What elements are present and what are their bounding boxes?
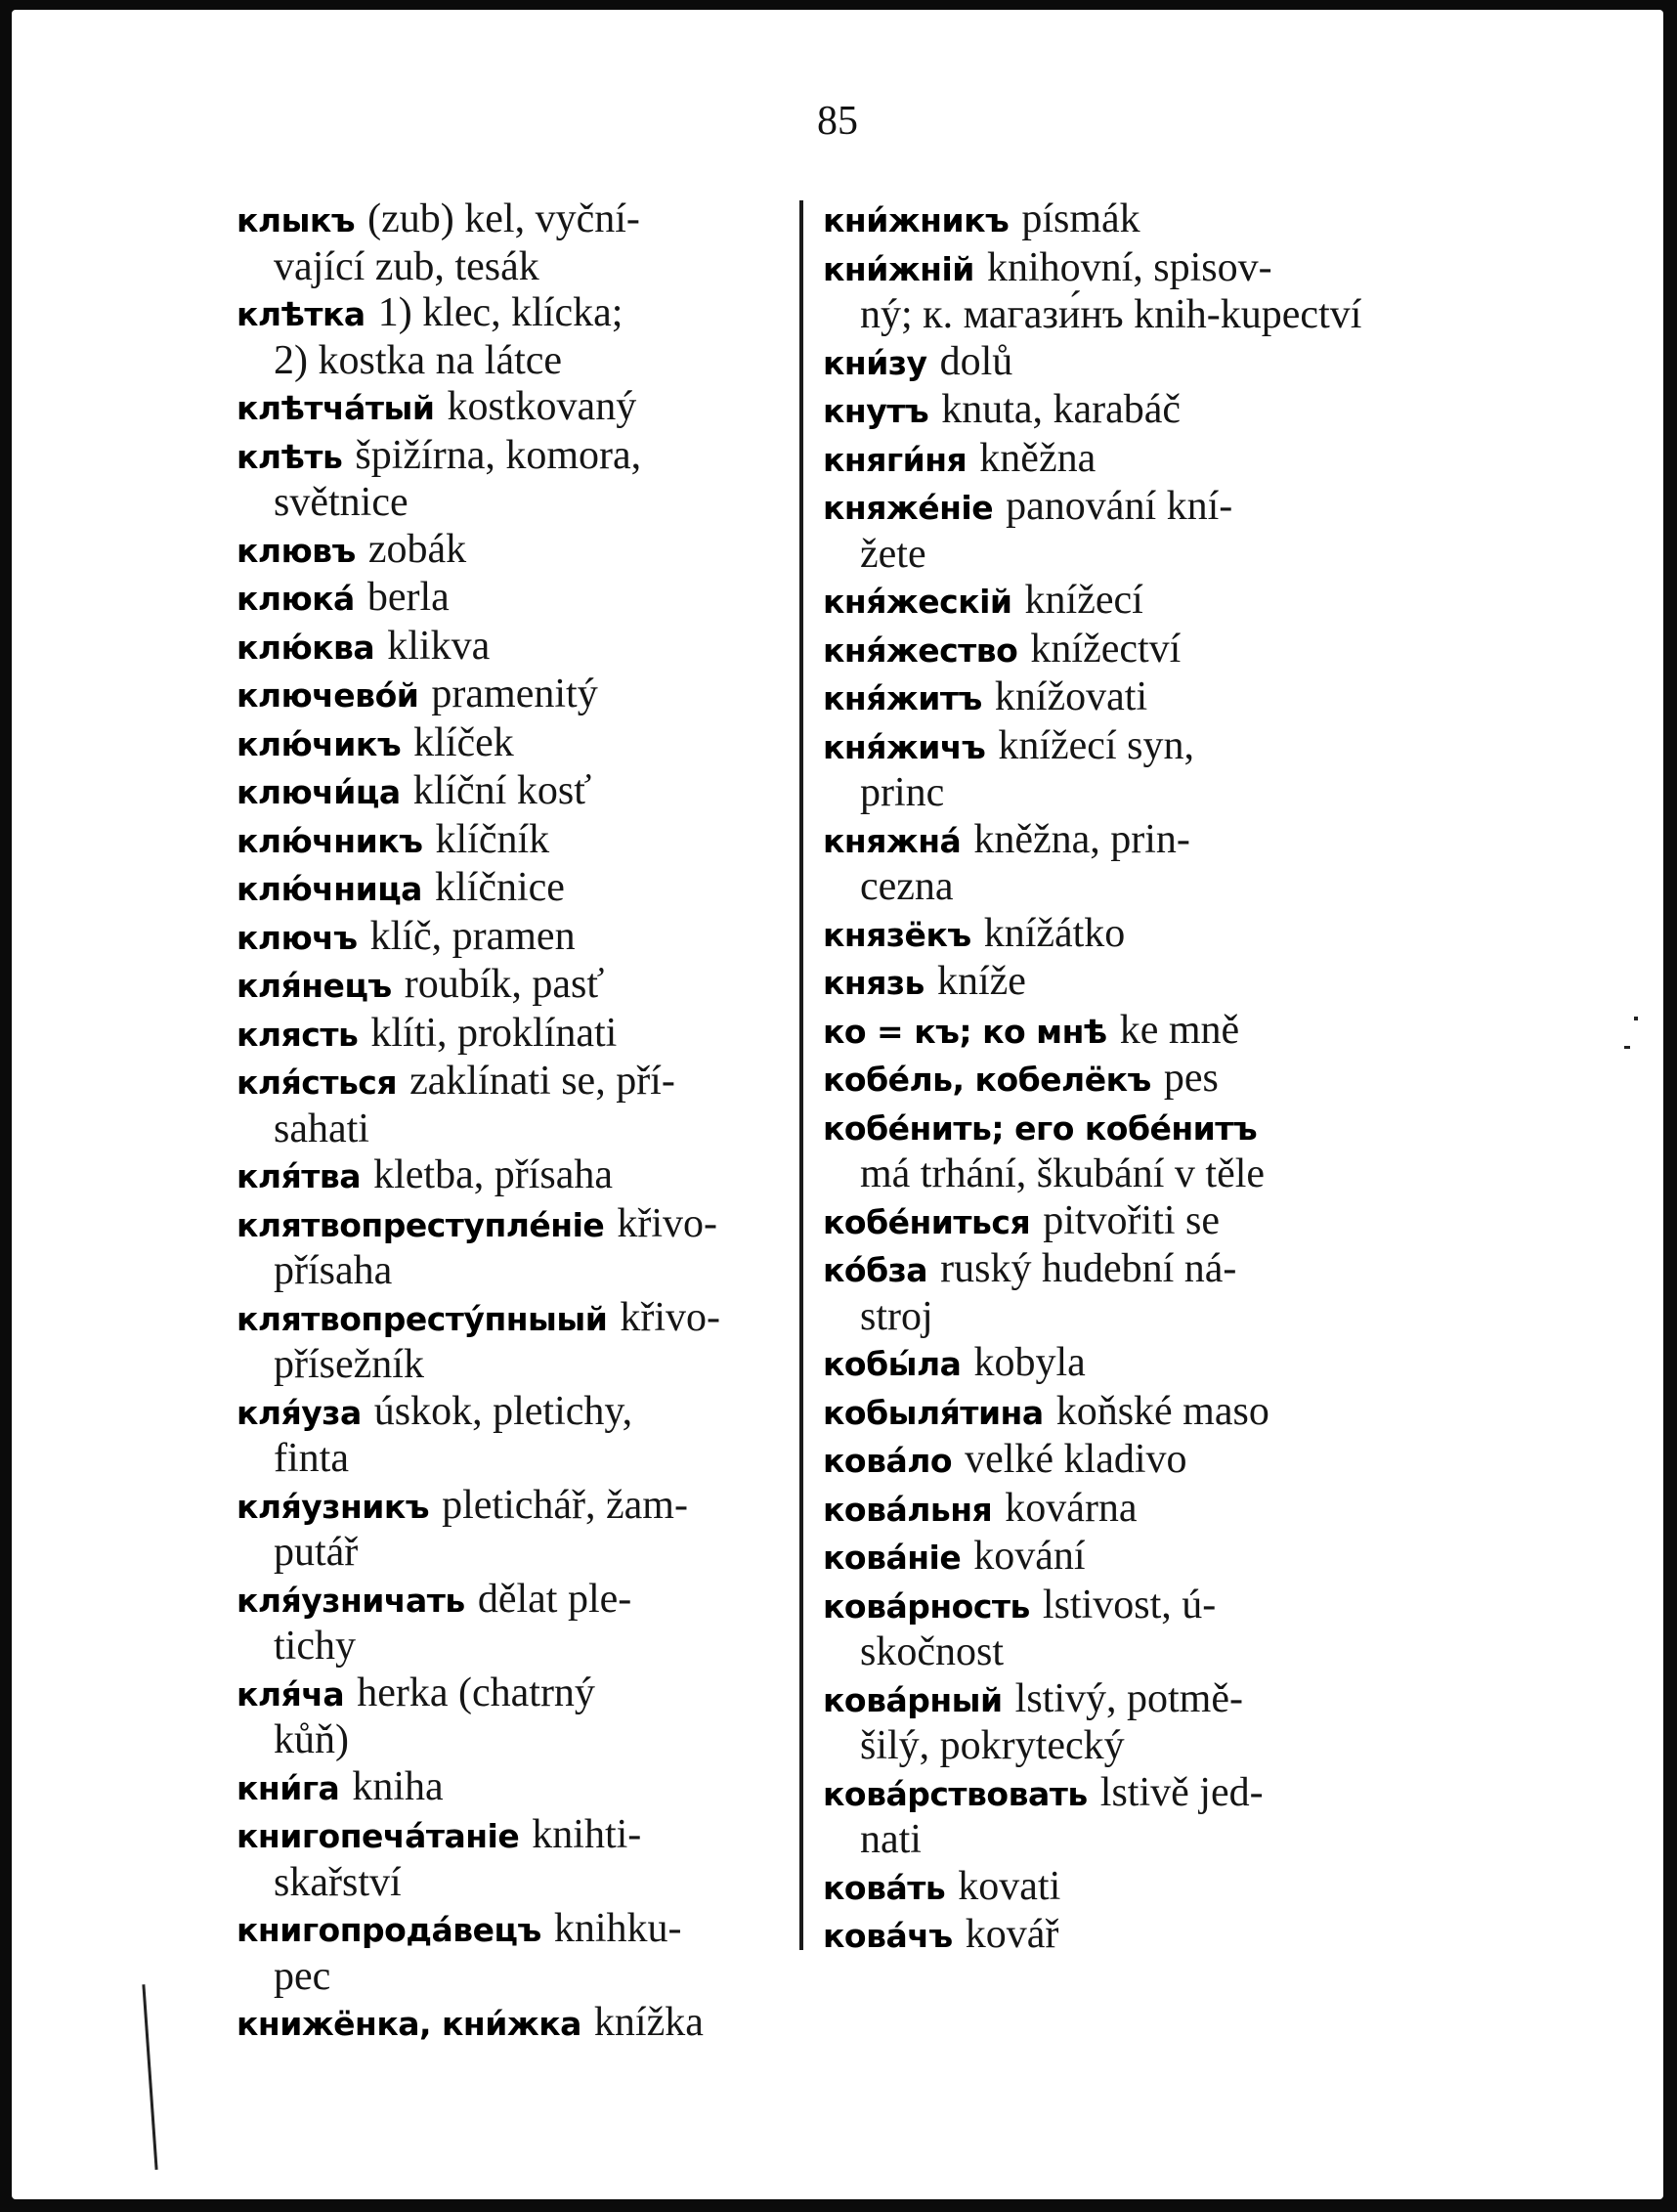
dictionary-entry (236, 1763, 813, 1812)
entry-translation: pramenitý (431, 672, 598, 716)
entry-headword: ко = къ; ко мнѣ (823, 1012, 1107, 1051)
dictionary-entry (236, 816, 813, 865)
dictionary-entry (823, 1863, 1399, 1912)
entry-translation: lstivost, ú- (1042, 1582, 1217, 1627)
entry-translation: kování (973, 1534, 1086, 1579)
column-divider (799, 200, 803, 1950)
entry-translation: dolů (939, 338, 1013, 384)
dictionary-entry (823, 435, 1399, 484)
dictionary-entry (236, 767, 813, 816)
entry-translation: klíč, pramen (369, 913, 576, 959)
entry-translation: koňské maso (1055, 1388, 1269, 1434)
entry-translation: křivo- (617, 1200, 717, 1246)
dictionary-entry (236, 961, 813, 1010)
entry-translation: kněžna (979, 435, 1096, 481)
entry-continuation: stroj (860, 1293, 933, 1339)
dictionary-entry (236, 1576, 813, 1670)
scan-artifact-mark (1634, 1017, 1638, 1020)
dictionary-entry (823, 1055, 1399, 1104)
entry-headword: клѣть (236, 437, 343, 476)
entry-continuation: šilý, pokrytecký (860, 1723, 1125, 1768)
entry-headword: княжéніе (823, 489, 994, 527)
entry-headword: кля́уза (236, 1393, 362, 1432)
entry-headword: кни́га (236, 1768, 340, 1807)
entry-headword: кобéль, кобелёкъ (823, 1061, 1151, 1099)
entry-continuation: má trhání, škubání v těle (860, 1151, 1266, 1196)
dictionary-entry (823, 1104, 1399, 1197)
entry-translation: zaklínati se, pří- (409, 1059, 675, 1104)
entry-headword: кобéнить; его кобéнитъ (823, 1108, 1258, 1148)
entry-translation: špižírna, komora, (355, 432, 642, 478)
dictionary-entry (823, 195, 1399, 244)
entry-continuation: 2) kostka na látce (274, 337, 563, 383)
dictionary-entry (823, 626, 1399, 674)
entry-headword: клѣтчáтый (236, 389, 435, 427)
dictionary-entry (236, 1058, 813, 1151)
entry-headword: кня́житъ (823, 679, 982, 717)
dictionary-entry (823, 958, 1399, 1007)
entry-headword: князь (823, 964, 924, 1002)
entry-headword: княги́ня (823, 440, 968, 479)
entry-headword: кня́жество (823, 630, 1018, 670)
dictionary-entry (236, 432, 813, 526)
dictionary-entry (236, 1200, 813, 1294)
dictionary-entry (236, 864, 813, 913)
entry-headword: клю́чикъ (236, 724, 402, 763)
entry-headword: ковáрный (823, 1680, 1003, 1719)
entry-headword: кля́ча (236, 1674, 345, 1713)
entry-translation: pitvořiti se (1043, 1197, 1221, 1243)
entry-headword: кни́жникъ (823, 201, 1010, 239)
entry-continuation: ný; к. магази́нъ knih-kupectví (860, 292, 1362, 337)
dictionary-entry (236, 1151, 813, 1200)
entry-continuation: přísežník (274, 1342, 424, 1387)
entry-headword: кля́узничать (236, 1581, 465, 1620)
entry-translation: klíční kosť (412, 768, 592, 813)
dictionary-entry (823, 244, 1399, 338)
entry-headword: кни́жній (823, 249, 974, 288)
right-column (823, 195, 1399, 1960)
entry-translation: knížectví (1030, 626, 1182, 672)
entry-translation: klíček (413, 719, 514, 765)
dictionary-entry (236, 913, 813, 962)
left-column (236, 195, 813, 2048)
entry-translation: kníže (936, 959, 1026, 1004)
entry-headword: князёкъ (823, 915, 971, 954)
entry-translation: lstivý, potmě- (1014, 1675, 1243, 1721)
dictionary-entry (236, 1670, 813, 1763)
entry-headword: клювъ (236, 531, 356, 570)
entry-translation: pes (1163, 1056, 1219, 1101)
entry-translation: klikva (387, 623, 491, 669)
entry-continuation: světnice (274, 480, 408, 525)
dictionary-entry (236, 1010, 813, 1059)
entry-continuation: sahati (274, 1106, 369, 1151)
dictionary-entry (236, 1999, 813, 2048)
dictionary-entry (823, 1675, 1399, 1769)
entry-headword: кнутъ (823, 392, 929, 430)
dictionary-entry (823, 816, 1399, 910)
entry-continuation: pec (274, 1953, 331, 1999)
entry-translation: knihovní, spisov- (986, 244, 1272, 290)
dictionary-entry (823, 386, 1399, 435)
dictionary-entry (823, 1911, 1399, 1960)
entry-headword: книгопродáвецъ (236, 1911, 541, 1949)
entry-headword: кобéниться (823, 1202, 1031, 1241)
dictionary-page (12, 10, 1663, 2199)
entry-continuation: finta (274, 1436, 349, 1481)
entry-headword: клыкъ (236, 201, 356, 239)
entry-headword: ковáло (823, 1442, 953, 1480)
dictionary-entry (236, 719, 813, 768)
dictionary-entry (823, 483, 1399, 577)
entry-translation: kněžna, prin- (973, 816, 1190, 862)
entry-headword: клятвопрестýпныый (236, 1299, 608, 1338)
dictionary-entry (823, 1436, 1399, 1485)
entry-headword: княжнá (823, 821, 962, 860)
entry-translation: knížecí (1024, 578, 1143, 623)
entry-headword: клю́чница (236, 870, 422, 908)
entry-headword: ковáчъ (823, 1917, 953, 1955)
dictionary-entry (236, 671, 813, 719)
entry-continuation: skočnost (860, 1629, 1004, 1674)
entry-translation: zobák (367, 526, 467, 572)
entry-translation: knuta, karabáč (941, 387, 1182, 432)
entry-continuation: cezna (860, 864, 954, 909)
dictionary-entry (823, 1245, 1399, 1339)
entry-translation: klíti, proklínati (370, 1010, 618, 1056)
entry-headword: кня́жичъ (823, 727, 986, 766)
entry-translation: křivo- (620, 1294, 721, 1340)
entry-translation: úskok, pletichy, (373, 1388, 633, 1434)
entry-headword: клясть (236, 1015, 359, 1054)
dictionary-entry (823, 577, 1399, 626)
entry-translation: ke mně (1119, 1007, 1240, 1053)
entry-translation: 1) klec, klícka; (377, 290, 624, 335)
entry-headword: кобыля́тина (823, 1393, 1044, 1432)
entry-translation: knížátko (983, 910, 1126, 956)
entry-headword: ключевóй (236, 676, 419, 715)
entry-headword: клятвопреступлéніе (236, 1205, 605, 1244)
entry-translation: písmák (1021, 196, 1140, 241)
dictionary-entry (236, 623, 813, 672)
entry-translation: velké kladivo (965, 1437, 1187, 1482)
entry-translation: lstivě jed- (1099, 1769, 1264, 1815)
entry-headword: клю́ква (236, 628, 375, 667)
entry-headword: кóбза (823, 1251, 928, 1289)
entry-translation: knížka (593, 2000, 704, 2045)
entry-translation: knihku- (553, 1906, 682, 1951)
dictionary-entry (823, 1339, 1399, 1388)
entry-translation: klíčník (435, 816, 550, 862)
dictionary-entry (236, 1294, 813, 1388)
entry-headword: кобы́ла (823, 1345, 962, 1383)
entry-translation: panování kní- (1006, 484, 1233, 529)
entry-headword: клюкá (236, 580, 355, 618)
entry-headword: ключъ (236, 918, 358, 957)
entry-translation: kovati (958, 1863, 1061, 1909)
entry-translation: kobyla (973, 1340, 1086, 1385)
scan-artifact-mark (1624, 1046, 1630, 1049)
entry-continuation: skařství (274, 1859, 402, 1905)
entry-translation: knížovati (994, 674, 1148, 719)
entry-translation: klíčnice (435, 865, 565, 910)
entry-continuation: přísaha (274, 1248, 393, 1293)
entry-translation: (zub) kel, vyční- (367, 196, 640, 241)
entry-headword: ковáрствовать (823, 1774, 1088, 1813)
entry-headword: ковáльня (823, 1490, 993, 1529)
dictionary-entry (236, 195, 813, 289)
dictionary-entry (823, 1388, 1399, 1437)
entry-headword: ковáніе (823, 1539, 962, 1577)
entry-translation: berla (366, 575, 450, 620)
dictionary-entry (823, 722, 1399, 816)
dictionary-entry (236, 526, 813, 575)
entry-translation: kletba, přísaha (373, 1152, 613, 1197)
entry-headword: клѣтка (236, 295, 366, 333)
entry-translation: knížecí syn, (998, 722, 1194, 768)
dictionary-entry (823, 1769, 1399, 1863)
entry-translation: kovář (965, 1912, 1059, 1957)
entry-translation: kniha (352, 1763, 444, 1809)
entry-continuation: nati (860, 1817, 922, 1862)
entry-translation: roubík, pasť (404, 962, 605, 1007)
entry-continuation: putář (274, 1530, 359, 1575)
dictionary-entry (823, 1533, 1399, 1582)
dictionary-entry (236, 1482, 813, 1576)
entry-headword: книгопечáтаніе (236, 1817, 520, 1855)
dictionary-entry (823, 1197, 1399, 1246)
dictionary-entry (823, 910, 1399, 959)
dictionary-entry (236, 383, 813, 432)
dictionary-entry (236, 574, 813, 623)
scan-artifact-mark (142, 1984, 157, 2170)
dictionary-entry (823, 338, 1399, 387)
dictionary-entry (236, 1811, 813, 1905)
entry-translation: kostkovaný (447, 384, 637, 429)
entry-continuation: kůň) (274, 1717, 349, 1762)
entry-translation: pletichář, žam- (442, 1482, 688, 1528)
entry-headword: книжёнка, кни́жка (236, 2005, 581, 2043)
entry-translation: dělat ple- (477, 1576, 632, 1622)
dictionary-entry (823, 1007, 1399, 1056)
dictionary-entry (236, 289, 813, 383)
entry-headword: кни́зу (823, 343, 927, 382)
entry-headword: клю́чникъ (236, 821, 423, 860)
entry-continuation: princ (860, 770, 945, 815)
entry-translation: ruský hudební ná- (940, 1246, 1237, 1291)
entry-headword: ковáть (823, 1868, 946, 1907)
entry-continuation: žete (860, 531, 926, 577)
entry-continuation: vající zub, tesák (274, 243, 539, 289)
entry-headword: ключи́ца (236, 773, 401, 811)
entry-headword: кля́нецъ (236, 967, 392, 1005)
dictionary-entry (823, 1582, 1399, 1675)
entry-translation: kovárna (1005, 1485, 1138, 1531)
dictionary-entry (236, 1905, 813, 1999)
entry-continuation: tichy (274, 1624, 356, 1669)
entry-headword: ковáрность (823, 1586, 1030, 1626)
dictionary-entry (823, 1485, 1399, 1534)
entry-translation: herka (chatrný (357, 1670, 595, 1715)
dictionary-entry (823, 673, 1399, 722)
page-number: 85 (817, 99, 858, 144)
entry-headword: кля́сться (236, 1063, 398, 1102)
dictionary-entry (236, 1388, 813, 1482)
entry-headword: кня́жескій (823, 583, 1012, 621)
entry-headword: кля́тва (236, 1157, 362, 1195)
entry-translation: knihti- (532, 1812, 642, 1857)
entry-headword: кля́узникъ (236, 1487, 430, 1526)
